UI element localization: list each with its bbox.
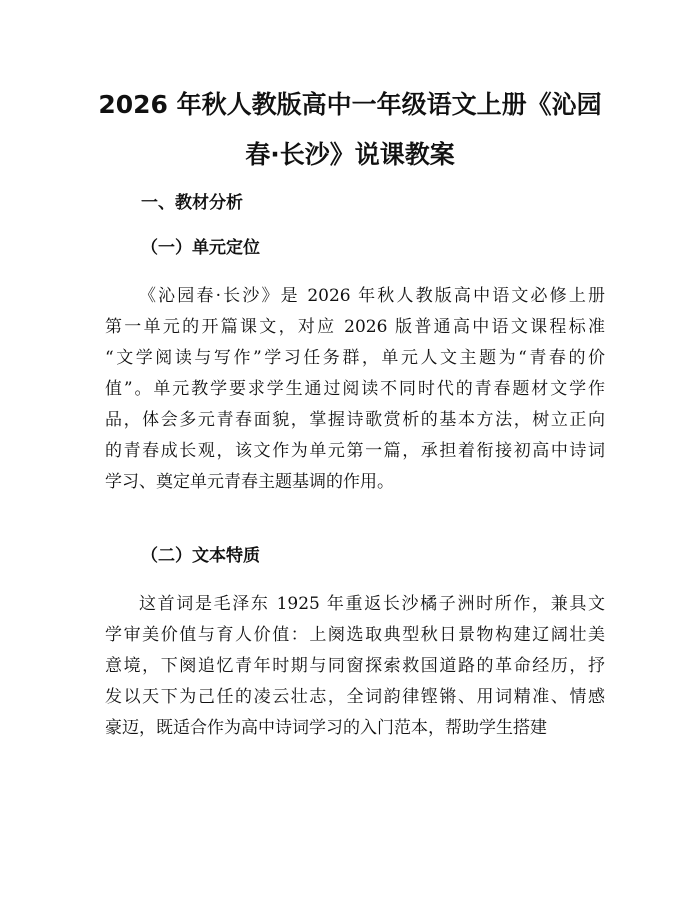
paragraph-line: 学习、奠定单元青春主题基调的作用。 [105, 472, 394, 492]
paragraph-line: 品，体会多元青春面貌，掌握诗歌赏析的基本方法，树立正向 [105, 410, 605, 430]
paragraph-line: 《沁园春·长沙》是 2026 年秋人教版高中语文必修上册 [139, 286, 605, 306]
document-title-line-1: 2026 年秋人教版高中一年级语文上册《沁园 [98, 90, 602, 119]
paragraph-line: 学审美价值与育人价值：上阕选取典型秋日景物构建辽阔壮美 [105, 625, 605, 645]
paragraph-unit-position [105, 281, 605, 498]
paragraph-line: 意境，下阕追忆青年时期与同窗探索救国道路的革命经历，抒 [105, 656, 605, 676]
paragraph-line: 豪迈，既适合作为高中诗词学习的入门范本，帮助学生搭建 [105, 718, 547, 738]
paragraph-text-features [105, 589, 605, 744]
subsection-heading-text-features: （二）文本特质 [141, 546, 260, 566]
document-title-line-2: 春·长沙》说课教案 [245, 140, 455, 169]
paragraph-line: 的青春成长观，该文作为单元第一篇，承担着衔接初高中诗词 [105, 441, 605, 461]
paragraph-line: “文学阅读与写作”学习任务群，单元人文主题为“青春的价 [105, 348, 605, 368]
paragraph-line: 值”。单元教学要求学生通过阅读不同时代的青春题材文学作 [105, 379, 605, 399]
paragraph-line: 发以天下为己任的凌云壮志，全词韵律铿锵、用词精准、情感 [105, 687, 605, 707]
subsection-heading-unit-position: （一）单元定位 [141, 238, 260, 258]
paragraph-line: 第一单元的开篇课文，对应 2026 版普通高中语文课程标准 [105, 317, 605, 337]
section-heading-textbook-analysis: 一、教材分析 [141, 193, 243, 213]
paragraph-line: 这首词是毛泽东 1925 年重返长沙橘子洲时所作，兼具文 [139, 594, 605, 614]
